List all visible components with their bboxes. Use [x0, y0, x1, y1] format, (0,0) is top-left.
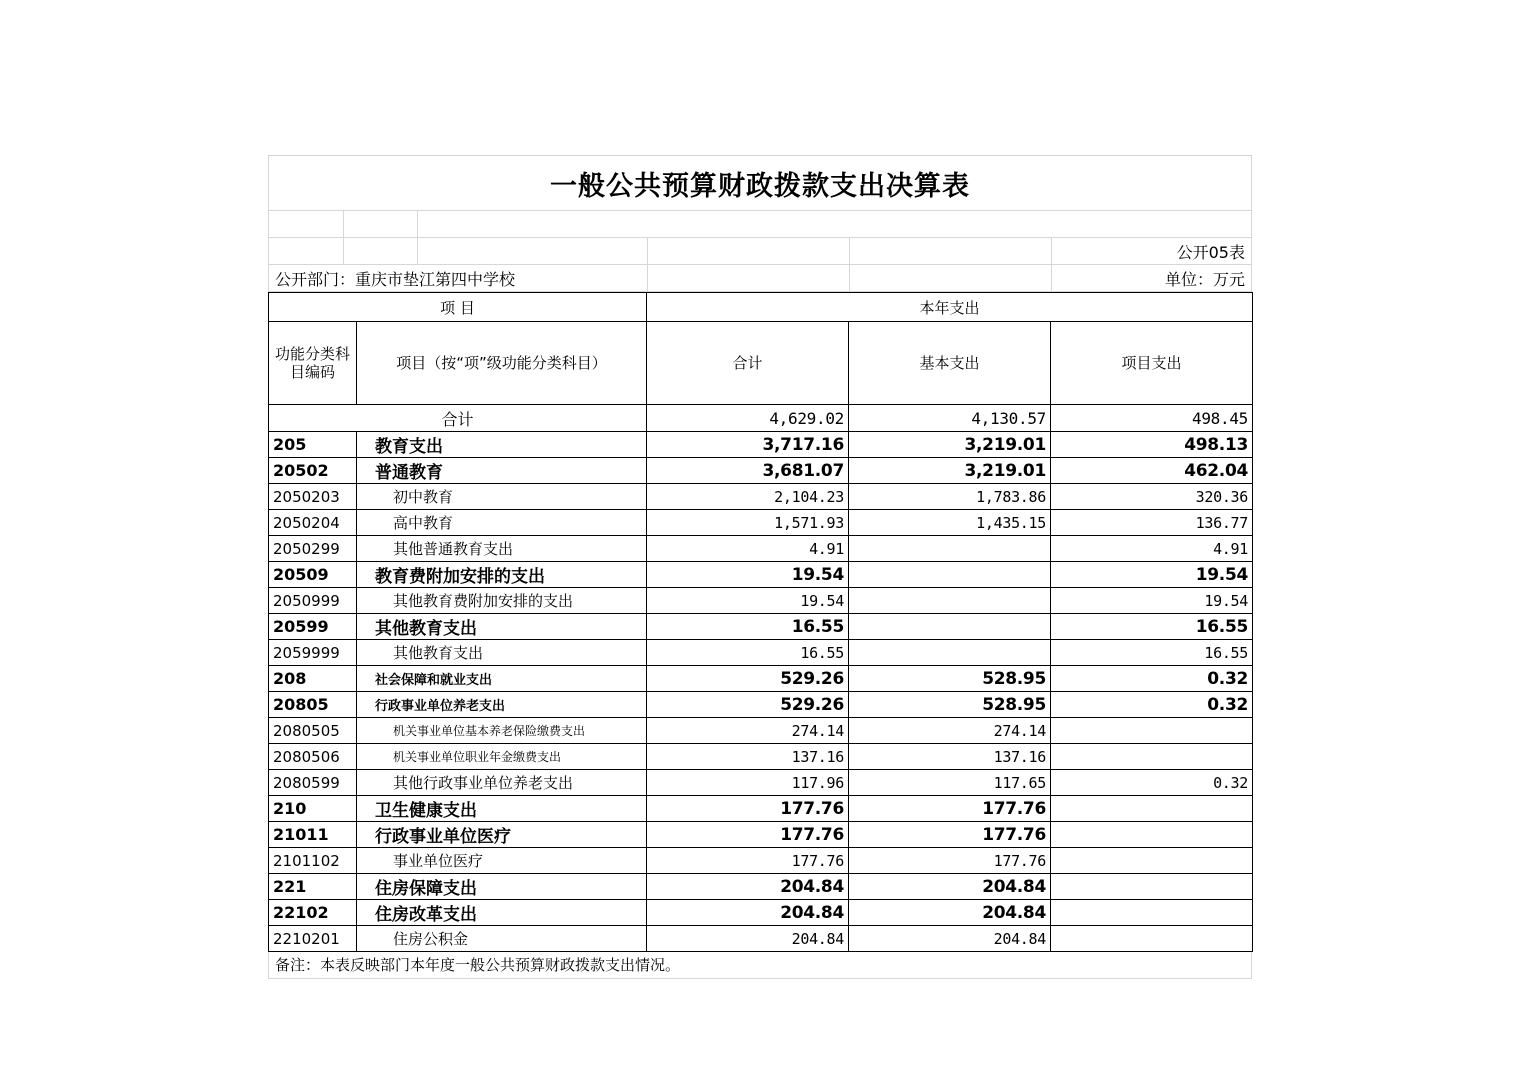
row-amount-project: 0.32	[1051, 692, 1253, 718]
spreadsheet-sheet	[268, 155, 1252, 979]
table-row	[269, 588, 1253, 614]
row-amount-basic: 528.95	[849, 692, 1051, 718]
row-amount-total: 177.76	[647, 796, 849, 822]
row-amount-total: 19.54	[647, 562, 849, 588]
table-row	[269, 848, 1253, 874]
table-total-row	[269, 405, 1253, 432]
total-label: 合计	[269, 405, 647, 432]
row-amount-basic: 1,783.86	[849, 484, 1051, 510]
row-name: 其他行政事业单位养老支出	[357, 770, 647, 796]
header-col-project: 项目支出	[1051, 322, 1253, 405]
row-amount-basic: 3,219.01	[849, 458, 1051, 484]
header-group-item: 项 目	[269, 293, 647, 322]
row-amount-project: 0.32	[1051, 770, 1253, 796]
table-row	[269, 484, 1253, 510]
row-code: 208	[269, 666, 357, 692]
table-row	[269, 458, 1253, 484]
row-name: 高中教育	[357, 510, 647, 536]
row-amount-project: 19.54	[1051, 588, 1253, 614]
row-code: 2050204	[269, 510, 357, 536]
grid-divider	[343, 238, 344, 264]
row-amount-project: 16.55	[1051, 614, 1253, 640]
row-amount-project: 0.32	[1051, 666, 1253, 692]
table-row	[269, 666, 1253, 692]
row-name: 行政事业单位养老支出	[357, 692, 647, 718]
unit-label: 单位：万元	[1164, 270, 1245, 289]
row-amount-basic: 274.14	[849, 718, 1051, 744]
table-row	[269, 770, 1253, 796]
total-amount-total: 4,629.02	[647, 405, 849, 432]
table-row	[269, 432, 1253, 458]
row-amount-total: 2,104.23	[647, 484, 849, 510]
row-amount-total: 117.96	[647, 770, 849, 796]
row-amount-total: 16.55	[647, 614, 849, 640]
row-amount-total: 177.76	[647, 848, 849, 874]
row-code: 22102	[269, 900, 357, 926]
row-name: 其他普通教育支出	[357, 536, 647, 562]
row-amount-basic: 177.76	[849, 796, 1051, 822]
row-amount-project	[1051, 926, 1253, 952]
row-amount-total: 204.84	[647, 900, 849, 926]
spacer-row	[268, 210, 1252, 237]
table-row	[269, 926, 1253, 952]
table-row	[269, 614, 1253, 640]
grid-divider	[647, 238, 648, 264]
row-name: 行政事业单位医疗	[357, 822, 647, 848]
table-row	[269, 692, 1253, 718]
row-code: 20805	[269, 692, 357, 718]
row-amount-total: 3,717.16	[647, 432, 849, 458]
row-amount-total: 177.76	[647, 822, 849, 848]
grid-divider	[417, 238, 418, 264]
row-amount-total: 1,571.93	[647, 510, 849, 536]
row-amount-total: 274.14	[647, 718, 849, 744]
grid-divider	[417, 211, 418, 237]
row-amount-basic: 117.65	[849, 770, 1051, 796]
row-amount-basic: 204.84	[849, 900, 1051, 926]
row-code: 205	[269, 432, 357, 458]
table-row	[269, 796, 1253, 822]
row-amount-project	[1051, 718, 1253, 744]
department-label: 公开部门：重庆市垫江第四中学校	[275, 270, 516, 289]
row-amount-basic: 177.76	[849, 822, 1051, 848]
table-row	[269, 718, 1253, 744]
row-amount-total: 19.54	[647, 588, 849, 614]
row-amount-project: 498.13	[1051, 432, 1253, 458]
table-row	[269, 510, 1253, 536]
row-name: 事业单位医疗	[357, 848, 647, 874]
row-amount-project: 462.04	[1051, 458, 1253, 484]
row-amount-project	[1051, 848, 1253, 874]
table-note: 备注：本表反映部门本年度一般公共预算财政拨款支出情况。	[275, 956, 681, 974]
row-amount-basic: 204.84	[849, 874, 1051, 900]
row-amount-basic: 1,435.15	[849, 510, 1051, 536]
row-amount-project	[1051, 900, 1253, 926]
header-col-basic: 基本支出	[849, 322, 1051, 405]
total-amount-project: 498.45	[1051, 405, 1253, 432]
row-amount-total: 4.91	[647, 536, 849, 562]
row-name: 其他教育支出	[357, 614, 647, 640]
row-amount-total: 16.55	[647, 640, 849, 666]
header-col-name: 项目（按“项”级功能分类科目）	[357, 322, 647, 405]
table-body	[269, 405, 1253, 952]
row-code: 21011	[269, 822, 357, 848]
row-code: 2080599	[269, 770, 357, 796]
title-band	[268, 155, 1252, 210]
grid-divider	[647, 265, 648, 291]
meta-row	[268, 264, 1252, 292]
row-code: 2059999	[269, 640, 357, 666]
row-code: 2210201	[269, 926, 357, 952]
row-code: 2050999	[269, 588, 357, 614]
row-amount-project	[1051, 796, 1253, 822]
row-code: 20599	[269, 614, 357, 640]
row-amount-basic: 204.84	[849, 926, 1051, 952]
row-name: 教育支出	[357, 432, 647, 458]
row-amount-basic: 137.16	[849, 744, 1051, 770]
row-code: 2050203	[269, 484, 357, 510]
row-name: 机关事业单位职业年金缴费支出	[357, 744, 647, 770]
table-row	[269, 874, 1253, 900]
form-number: 公开05表	[1176, 243, 1245, 262]
row-amount-project: 136.77	[1051, 510, 1253, 536]
budget-table	[268, 292, 1253, 952]
row-amount-basic: 528.95	[849, 666, 1051, 692]
table-row	[269, 640, 1253, 666]
header-col-code: 功能分类科目编码	[269, 322, 357, 405]
note-row	[268, 952, 1252, 979]
row-name: 其他教育支出	[357, 640, 647, 666]
row-amount-project	[1051, 744, 1253, 770]
total-amount-basic: 4,130.57	[849, 405, 1051, 432]
table-row	[269, 744, 1253, 770]
row-amount-total: 3,681.07	[647, 458, 849, 484]
row-name: 住房改革支出	[357, 900, 647, 926]
table-header-group-row	[269, 293, 1253, 322]
row-code: 210	[269, 796, 357, 822]
row-amount-project	[1051, 822, 1253, 848]
row-code: 2050299	[269, 536, 357, 562]
row-amount-basic	[849, 562, 1051, 588]
row-amount-total: 137.16	[647, 744, 849, 770]
table-row	[269, 822, 1253, 848]
row-name: 卫生健康支出	[357, 796, 647, 822]
row-code: 20509	[269, 562, 357, 588]
row-name: 其他教育费附加安排的支出	[357, 588, 647, 614]
header-group-year: 本年支出	[647, 293, 1253, 322]
grid-divider	[1051, 238, 1052, 264]
row-amount-project	[1051, 874, 1253, 900]
row-code: 2101102	[269, 848, 357, 874]
row-amount-total: 204.84	[647, 874, 849, 900]
row-name: 普通教育	[357, 458, 647, 484]
row-amount-basic	[849, 614, 1051, 640]
row-name: 初中教育	[357, 484, 647, 510]
row-amount-basic: 177.76	[849, 848, 1051, 874]
row-code: 2080506	[269, 744, 357, 770]
table-row	[269, 562, 1253, 588]
row-name: 住房公积金	[357, 926, 647, 952]
row-name: 教育费附加安排的支出	[357, 562, 647, 588]
row-amount-basic	[849, 536, 1051, 562]
row-amount-project: 4.91	[1051, 536, 1253, 562]
row-amount-total: 204.84	[647, 926, 849, 952]
grid-divider	[849, 265, 850, 291]
row-amount-basic	[849, 588, 1051, 614]
row-amount-total: 529.26	[647, 666, 849, 692]
grid-divider	[343, 211, 344, 237]
row-amount-basic: 3,219.01	[849, 432, 1051, 458]
row-code: 221	[269, 874, 357, 900]
table-row	[269, 900, 1253, 926]
row-amount-basic	[849, 640, 1051, 666]
row-code: 2080505	[269, 718, 357, 744]
row-amount-total: 529.26	[647, 692, 849, 718]
row-name: 机关事业单位基本养老保险缴费支出	[357, 718, 647, 744]
row-name: 社会保障和就业支出	[357, 666, 647, 692]
row-name: 住房保障支出	[357, 874, 647, 900]
form-number-row	[268, 237, 1252, 264]
grid-divider	[1051, 265, 1052, 291]
grid-divider	[849, 238, 850, 264]
table-header-row	[269, 322, 1253, 405]
header-col-total: 合计	[647, 322, 849, 405]
row-amount-project: 19.54	[1051, 562, 1253, 588]
row-amount-project: 16.55	[1051, 640, 1253, 666]
row-code: 20502	[269, 458, 357, 484]
page-title: 一般公共预算财政拨款支出决算表	[550, 170, 970, 202]
table-row	[269, 536, 1253, 562]
row-amount-project: 320.36	[1051, 484, 1253, 510]
